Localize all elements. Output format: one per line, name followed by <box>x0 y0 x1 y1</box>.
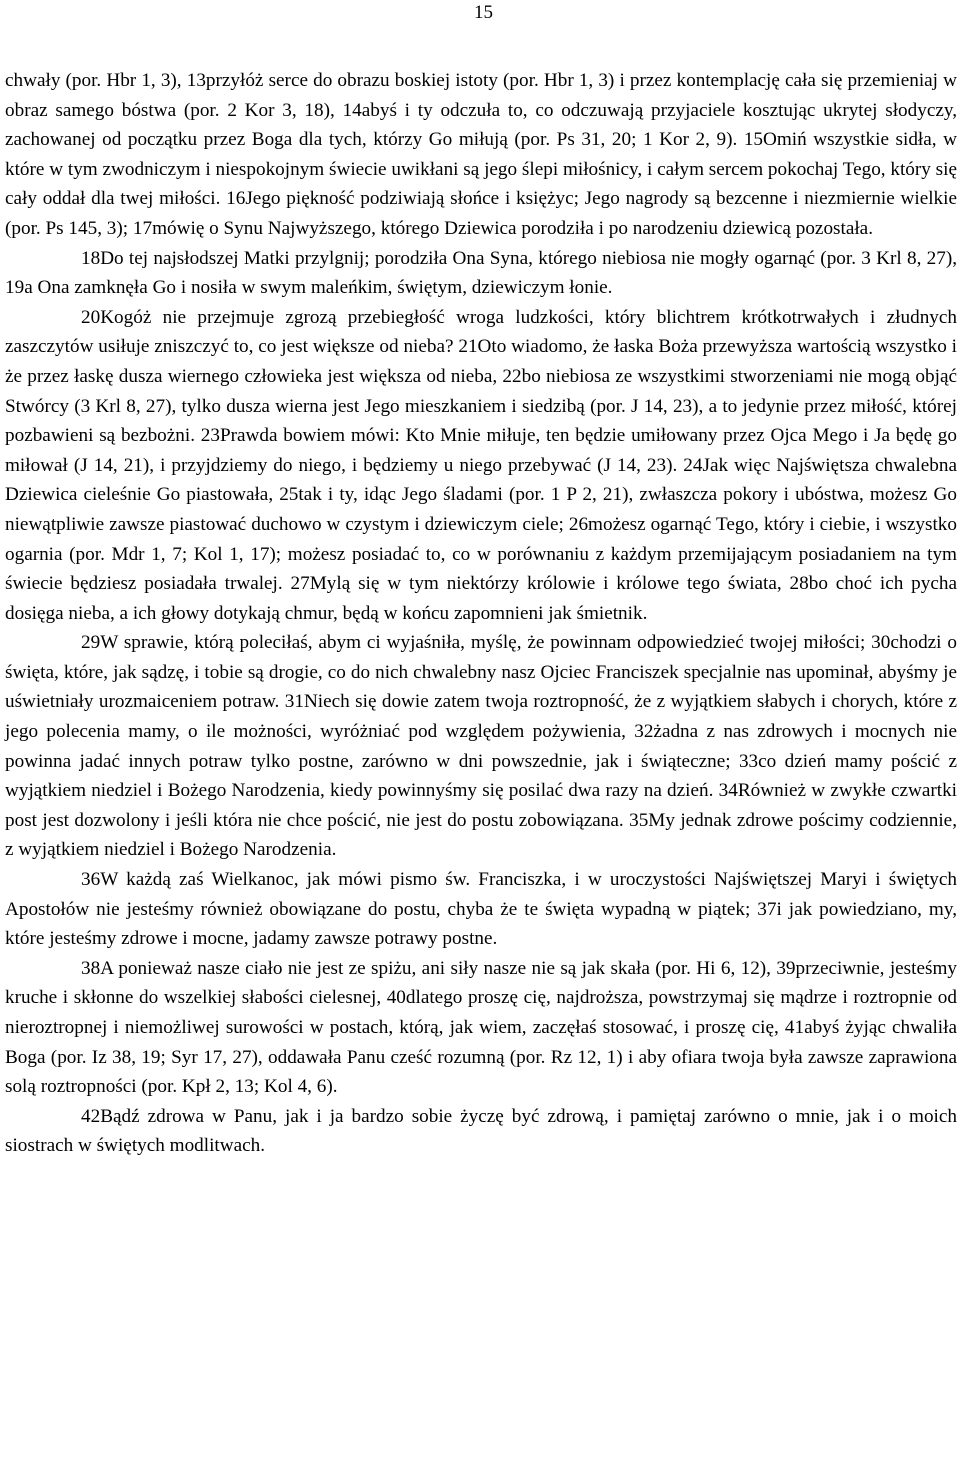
document-body <box>5 66 957 1161</box>
paragraph: 18Do tej najsłodszej Matki przylgnij; porodziła Ona Syna, którego niebiosa nie mogły ogarnąć (por. 3 Krl 8, 27), 19a Ona zamknęła Go i nosiła w swym maleńkim, świętym, dziewiczym łonie. <box>5 247 957 299</box>
paragraph: chwały (por. Hbr 1, 3), 13przyłóż serce do obrazu boskiej istoty (por. Hbr 1, 3) i przez kontemplację cała się przemieniaj w obraz samego bóstwa (por. 2 Kor 3, 18), 14abyś i ty odczuła to, co odczuwają przyjaciele kosztując ukrytej słodyczy, zachowanej od początku przez Boga dla tych, którzy Go miłują (por. Ps 31, 20; 1 Kor 2, 9). 15Omiń wszystkie sidła, w które w tym zwodniczym i niespokojnym świecie uwikłani są jego ślepi miłośnicy, i całym sercem pokochaj Tego, który się cały oddał dla twej miłości. 16Jego piękność podziwiają słońce i księżyc; Jego nagrody są bezcenne i niezmiernie wielkie (por. Ps 145, 3); 17mówię o Synu Najwyższego, którego Dziewica porodziła i po narodzeniu dziewicą pozostała. <box>5 70 957 239</box>
paragraph: 20Kogóż nie przejmuje zgrozą przebiegłość wroga ludzkości, który blichtrem krótkotrwałych i złudnych zaszczytów usiłuje zniszczyć to, co jest większe od nieba? 21Oto wiadomo, że łaska Boża przewyższa wartością wszystko i że przez łaskę dusza wiernego człowieka jest większa od nieba, 22bo niebiosa ze wszystkimi stworzeniami nie mogą objąć Stwórcy (3 Krl 8, 27), tylko dusza wierna jest Jego mieszkaniem i siedzibą (por. J 14, 23), a to jedynie przez miłość, której pozbawieni są bezbożni. 23Prawda bowiem mówi: Kto Mnie miłuje, ten będzie umiłowany przez Ojca Mego i Ja będę go miłował (J 14, 21), i przyjdziemy do niego, i będziemy u niego przebywać (J 14, 23). 24Jak więc Najświętsza chwalebna Dziewica cieleśnie Go piastowała, 25tak i ty, idąc Jego śladami (por. 1 P 2, 21), zwłaszcza pokory i ubóstwa, możesz Go niewątpliwie zawsze piastować duchowo w czystym i dziewiczym ciele; 26możesz ogarnąć Tego, który i ciebie, i wszystko ogarnia (por. Mdr 1, 7; Kol 1, 17); możesz posiadać to, co w porównaniu z każdym przemijającym posiadaniem na tym świecie będziesz posiadała trwalej. 27Mylą się w tym niektórzy królowie i królowe tego świata, 28bo choć ich pycha dosięga nieba, a ich głowy dotykają chmur, będą w końcu zapomnieni jak śmietnik. <box>5 306 957 624</box>
paragraph: 42Bądź zdrowa w Panu, jak i ja bardzo sobie życzę być zdrową, i pamiętaj zarówno o mnie, jak i o moich siostrach w świętych modlitwach. <box>5 1105 957 1157</box>
paragraph: 29W sprawie, którą poleciłaś, abym ci wyjaśniła, myślę, że powinnam odpowiedzieć twojej miłości; 30chodzi o święta, które, jak sądzę, i tobie są drogie, co do nich chwalebny nasz Ojciec Franciszek specjalnie nas upominał, abyśmy je uświetniały urozmaiceniem potraw. 31Niech się dowie zatem twoja roztropność, że z wyjątkiem słabych i chorych, które z jego polecenia mamy, o ile możności, wyróżniać pod względem pożywienia, 32żadna z nas zdrowych i mocnych nie powinna jadać innych potraw tylko postne, zarówno w dni powszednie, jak i świąteczne; 33co dzień mamy pościć z wyjątkiem niedziel i Bożego Narodzenia, kiedy powinnyśmy się posilać dwa razy na dzień. 34Również w zwykłe czwartki post jest dozwolony i jeśli która nie chce pościć, nie jest do postu zobowiązana. 35My jednak zdrowe pościmy codziennie, z wyjątkiem niedziel i Bożego Narodzenia. <box>5 632 957 861</box>
paragraph: 36W każdą zaś Wielkanoc, jak mówi pismo św. Franciszka, i w uroczystości Najświętszej Maryi i świętych Apostołów nie jesteśmy również obowiązane do postu, chyba że te święta wypadną w piątek; 37i jak powiedziano, my, które jesteśmy zdrowe i mocne, jadamy zawsze potrawy postne. <box>5 869 957 950</box>
paragraph: 38A ponieważ nasze ciało nie jest ze spiżu, ani siły nasze nie są jak skała (por. Hi 6, 12), 39przeciwnie, jesteśmy kruche i skłonne do wszelkiej słabości cielesnej, 40dlatego proszę cię, najdroższa, powstrzymaj się mądrze i roztropnie od nieroztropnej i niemożliwej surowości w postach, którą, jak wiem, zaczęłaś stosować, i proszę cię, 41abyś żyjąc chwaliła Boga (por. Iz 38, 19; Syr 17, 27), oddawała Panu cześć rozumną (por. Rz 12, 1) i aby ofiara twoja była zawsze zaprawiona solą roztropności (por. Kpł 2, 13; Kol 4, 6). <box>5 957 957 1098</box>
page-number: 15 <box>474 2 493 23</box>
